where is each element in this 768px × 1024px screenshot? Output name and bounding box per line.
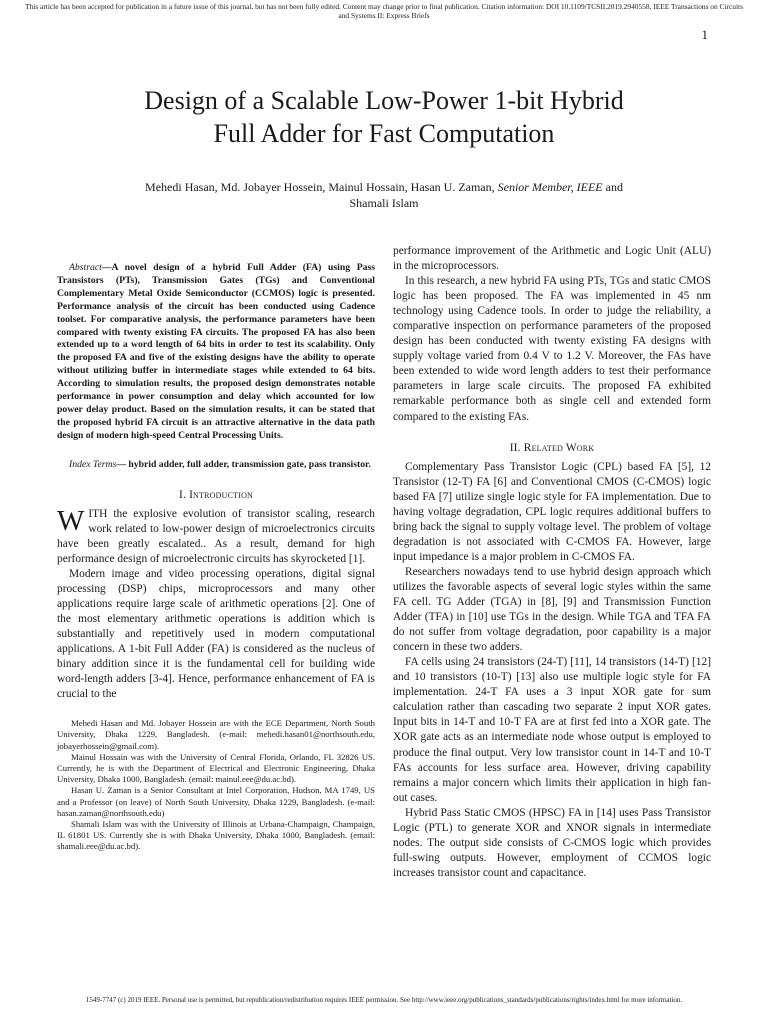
copyright-footer: 1549-7747 (c) 2019 IEEE. Personal use is permitted, but republication/redistribution requires IEEE permission. See http://www.ieee.org/publications_standards/publications/rights/index.html for more information. — [85, 996, 683, 1004]
related-paragraph-1: Complementary Pass Transistor Logic (CPL) based FA [5], 12 Transistor (12-T) FA [6] and Conventional CMOS (C-CMOS) logic based FA [7] utilize single logic style for FA implementation. Due to having voltage degradation, CPL logic requires additional buffers to bring back the signal to supply voltage level. The problem of voltage degradation is not associated with C-CMOS FA. However, large input impedance is a major problem in C-CMOS FA. — [393, 460, 711, 563]
related-paragraph-4: Hybrid Pass Static CMOS (HPSC) FA in [14] uses Pass Transistor Logic (PTL) to generate XOR and XNOR signals in intermediate nodes. The output side consists of C-CMOS logic which provides full-swing outputs. However, employment of CCMOS logic increases transistor count and capacitance. — [393, 806, 711, 879]
intro-continued-paragraph: performance improvement of the Arithmetic and Logic Unit (ALU) in the microprocessors. — [393, 245, 711, 273]
left-column — [57, 262, 375, 853]
author-list — [80, 179, 688, 211]
section-title: Introduction — [189, 488, 254, 501]
index-terms-text: — hybrid adder, full adder, transmission gate, pass transistor. — [116, 458, 371, 470]
index-terms — [57, 459, 375, 472]
related-paragraph-2: Researchers nowadays tend to use hybrid design approach which utilizes the favorable aspects of several logic styles within the same FA cell. TG Adder (TGA) in [8], [9] and Transmission Function Adder (TFA) in [10] use TGs in the design. While TGA and TFA FA do not suffer from voltage degradation, poor capability is a major concern in these two adders. — [393, 565, 711, 654]
page-number: 1 — [701, 27, 708, 42]
drop-cap: W — [57, 504, 85, 537]
section-heading-related-work — [393, 441, 711, 456]
footnote-1: Mehedi Hasan and Md. Jobayer Hossein are with the ECE Department, North South University, Dhaka 1229, Bangladesh. (e-mail: mehedi.hasan01@northsouth.edu, jobayerhossein@gmail.com). — [57, 718, 375, 751]
abstract-lead: Abstract — [69, 262, 102, 273]
intro-paragraph-3: In this research, a new hybrid FA using PTs, TGs and static CMOS logic has been proposed. The FA was implemented in 45 nm technology using Cadence tools. In order to judge the reliability, a comparative inspection on performance parameters of the proposed design has been conducted with twenty existing FA designs with supply voltage varied from 0.4 V to 1.2 V. Moreover, the FAs have been extended to wide word length adders to test their performance parameters in large scale circuits. The proposed FA exhibited remarkable performance both as single cell and extended form compared to the existing FAs. — [393, 275, 711, 423]
journal-header-note: This article has been accepted for publication in a future issue of this journal, but has not been fully edited. Content may change prior to final publication. Citation information: DOI 10.1109/TCSII.2019.2940558, IEEE Transactions on Circuits and Systems II: Express Briefs — [25, 2, 743, 21]
footnotes — [57, 718, 375, 852]
author-last: Shamali Islam — [349, 196, 419, 210]
abstract — [57, 262, 375, 443]
intro-p1-text: ITH the explosive evolution of transistor scaling, research work related to low-power design of microelectronics circuits have been greatly escalated.. As a result, demand for high performance design of microelectronic circuits has skyrocketed [1]. — [57, 507, 375, 565]
section-heading-introduction — [57, 488, 375, 503]
footnote-2: Mainul Hossain was with the University of Central Florida, Orlando, FL 32826 US. Currently, he is with the Department of Electrical and Electronic Engineering, Dhaka University, Dhaka 1000, Bangladesh. (email: mainul.eee@du.ac.bd). — [57, 751, 375, 785]
authors-and: and — [602, 180, 623, 194]
index-terms-lead: Index Terms — [69, 458, 117, 470]
related-paragraph-3: FA cells using 24 transistors (24-T) [11], 14 transistors (14-T) [12] and 10 transistors (10-T) [13] also use multiple logic style for FA implementation. 24-T FA uses a 3 input XOR gate for sum calculation rather than cascading two separate 2 input XOR gates. Input bits in 14-T and 10-T FA are at first fed into a XOR gate. The XOR gate acts as an intermediate node whose output is employed to produce the final output. Very low transistor count in 14-T and 10-T FAs accounts for less surface area. However, driving capability remains a major concern which limits their application in high fan-out cases. — [393, 656, 711, 804]
intro-paragraph-2: Modern image and video processing operations, digital signal processing (DSP) chips, microprocessors and many other applications require large scale of arithmetic operations [2]. One of the most elementary arithmetic operations is addition which is substantially and repetitively used in modern computational applications. A 1-bit Full Adder (FA) is considered as the nucleus of binary addition since it is the fundamental cell for building wide word-length adders [3-4]. Hence, performance enhancement of FA is crucial to the — [57, 567, 375, 701]
footnote-3: Hasan U. Zaman is a Senior Consultant at Intel Corporation, Hudson, MA 1749, US and a Professor (on leave) of North South University, Dhaka 1229, Bangladesh. (e-mail: hasan.zaman@northsouth.edu) — [57, 785, 375, 818]
authors-names: Mehedi Hasan, Md. Jobayer Hossein, Mainul Hossain, Hasan U. Zaman, — [145, 180, 498, 194]
footnote-4: Shamali Islam was with the University of Illinois at Urbana-Champaign, Champaign, IL 61801 US. Currently she is with Dhaka University, Dhaka 1000, Bangladesh. (email: shamali.eee@du.ac.bd). — [57, 819, 375, 852]
section-number: II. — [509, 441, 521, 454]
section-number: I. — [178, 488, 186, 501]
title-line-1: Design of a Scalable Low-Power 1-bit Hybrid — [144, 86, 624, 115]
author-role: Senior Member, IEEE — [497, 180, 603, 194]
right-column — [393, 244, 711, 881]
section-title: Related Work — [523, 441, 595, 454]
abstract-text: —A novel design of a hybrid Full Adder (FA) using Pass Transistors (PTs), Transmission Gates (TGs) and Conventional Complementary Metal Oxide Semiconductor (CCMOS) logic is presented. Performance analysis of the circuit has been conducted using Cadence toolset. For comparative analysis, the performance parameters have been compared with twenty existing FA circuits. The proposed FA has also been extended up to a word length of 64 bits in order to test its scalability. Only the proposed FA and five of the existing designs have the ability to operate without utilizing buffer in intermediate stages while extended to 64 bits. According to simulation results, the proposed design demonstrates notable performance in power consumption and delay which accounted for low power delay product. Based on the simulation results, it can be stated that the proposed hybrid FA circuit is an attractive alternative in the data path design of modern high-speed Central Processing Units. — [57, 262, 375, 441]
intro-paragraph-1 — [57, 504, 375, 567]
paper-title — [40, 84, 728, 150]
title-line-2: Full Adder for Fast Computation — [213, 119, 555, 148]
